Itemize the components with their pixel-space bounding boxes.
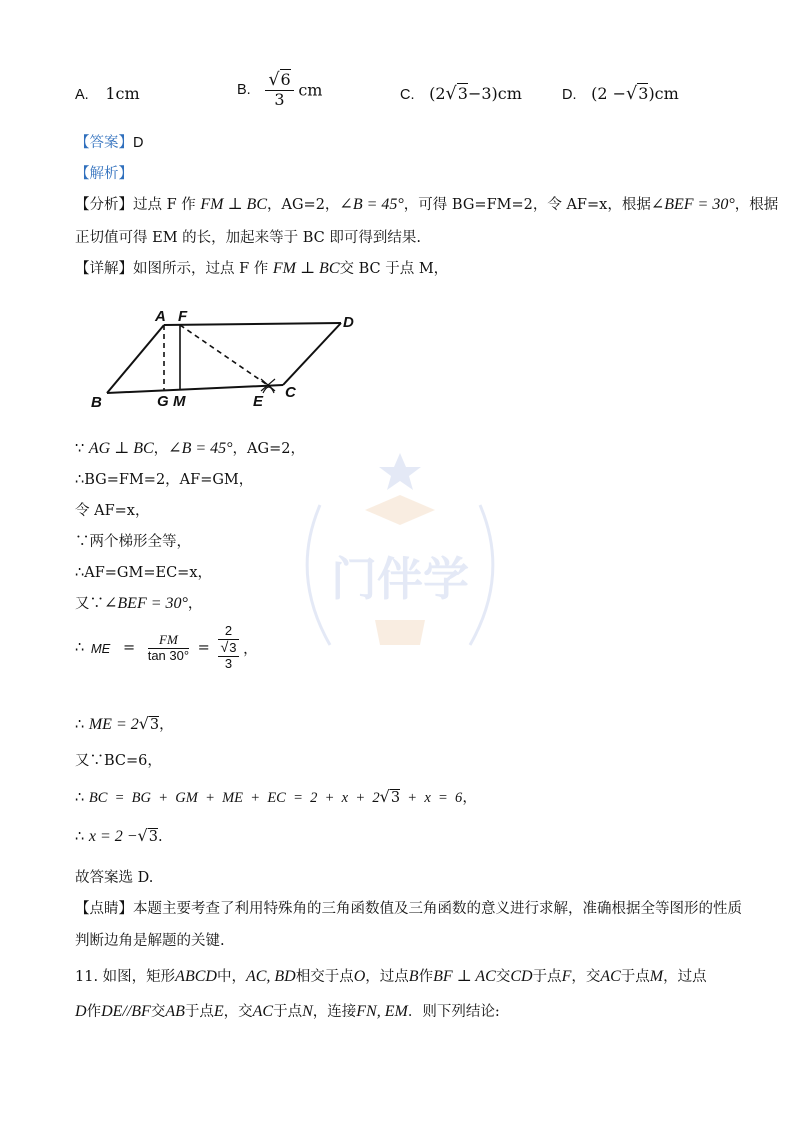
option-b-unit: cm <box>298 80 323 100</box>
option-b-den: 3 <box>274 90 285 110</box>
step-6: 又∵∠BEF = 30°， <box>75 595 203 612</box>
option-d-value: (2 −√3)cm <box>591 84 679 104</box>
question-11-line-2: D作DE//BF交AB于点E，交AC于点N，连接FN, EM．则下列结论: <box>75 1003 500 1020</box>
edge-ad <box>164 323 341 325</box>
answer-tag: 【答案】 <box>75 135 133 151</box>
option-d <box>562 84 679 104</box>
label-e: E <box>253 393 264 410</box>
fenxi-line-2: 正切值可得 EM 的长，加起来等于 BC 即可得到结果. <box>75 230 421 246</box>
step-9: 又∵BC=6， <box>75 753 162 769</box>
step-7: ∴ ME = $\frac{FM}{\tan 30^\circ}$ = 2 √3 3 ， <box>75 623 258 672</box>
option-b-num: 6 <box>280 70 291 89</box>
dianjing-line-1: 【点睛】本题主要考查了利用特殊角的三角函数值及三角函数的意义进行求解，准确根据全等图形的性质 <box>75 901 742 917</box>
watermark-logo <box>280 445 520 695</box>
step-5: ∴AF=GM=EC=x， <box>75 565 212 581</box>
fraction-compound: 2 √3 3 <box>220 623 237 672</box>
edge-dc <box>283 323 341 385</box>
question-11-line-1: 11. 如图，矩形ABCD中，AC, BD相交于点O，过点B作BF ⊥ AC交CD于点F，交AC于点M，过点 <box>75 968 707 985</box>
step-4: ∵两个梯形全等， <box>75 534 191 550</box>
fenxi-line-1: 【分析】过点 F 作 FM ⊥ BC，AG=2，∠B = 45°，可得 BG=FM=2，令 AF=x，根据∠BEF = 30°，根据 <box>75 196 779 213</box>
option-a <box>75 84 140 103</box>
option-c <box>400 84 522 104</box>
step-8: ∴ ME = 2√3， <box>75 714 174 733</box>
step-10: ∴ BC = BG + GM + ME + EC = 2 + x + 2√3 + x = 6， <box>75 787 477 806</box>
step-3: 令 AF=x， <box>75 503 150 519</box>
answer-line <box>75 131 143 152</box>
conclusion: 故答案选 D. <box>75 870 154 886</box>
fraction-fm-tan: $\frac{FM}{\tan 30^\circ}$ <box>147 631 190 663</box>
label-f: F <box>178 308 188 325</box>
edge-ab <box>107 325 164 393</box>
fenxi-tag: 【分析】 <box>75 197 133 213</box>
option-d-label: D. <box>562 87 577 103</box>
answer-value: D <box>133 135 144 151</box>
step-1: ∵ AG ⊥ BC，∠B = 45°，AG=2， <box>75 440 305 457</box>
option-c-label: C. <box>400 87 415 103</box>
parallelogram-figure <box>85 305 370 415</box>
detail-line: 【详解】如图所示，过点 F 作 FM ⊥ BC交 BC 于点 M， <box>75 260 449 277</box>
laurel-left-icon <box>307 505 330 645</box>
option-b-label: B. <box>237 81 251 98</box>
option-a-label: A. <box>75 87 89 103</box>
option-a-value: 1cm <box>105 84 140 103</box>
step-2: ∴BG=FM=2，AF=GM， <box>75 472 254 488</box>
label-d: D <box>343 314 354 331</box>
option-b-fraction: $\frac{√6}{3}$ <box>265 70 293 110</box>
detail-tag: 【详解】 <box>75 261 133 277</box>
watermark-text: 门伴学 <box>331 552 469 606</box>
label-b: B <box>91 394 102 411</box>
segment-fe <box>180 325 269 386</box>
analysis-tag: 【解析】 <box>75 166 133 182</box>
mortarboard-icon <box>365 495 435 525</box>
label-g: G <box>157 393 169 410</box>
book-icon <box>375 620 425 645</box>
step-11: ∴ x = 2 −√3. <box>75 826 163 845</box>
star-icon <box>379 453 421 490</box>
label-c: C <box>285 384 296 401</box>
option-c-value: (2√3−3)cm <box>429 84 522 104</box>
dianjing-line-2: 判断边角是解题的关键. <box>75 933 225 949</box>
dianjing-tag: 【点睛】 <box>75 901 133 917</box>
label-a: A <box>155 308 166 325</box>
laurel-right-icon <box>470 505 493 645</box>
option-b <box>237 70 322 110</box>
label-m: M <box>173 393 186 410</box>
edge-bc <box>107 385 283 393</box>
